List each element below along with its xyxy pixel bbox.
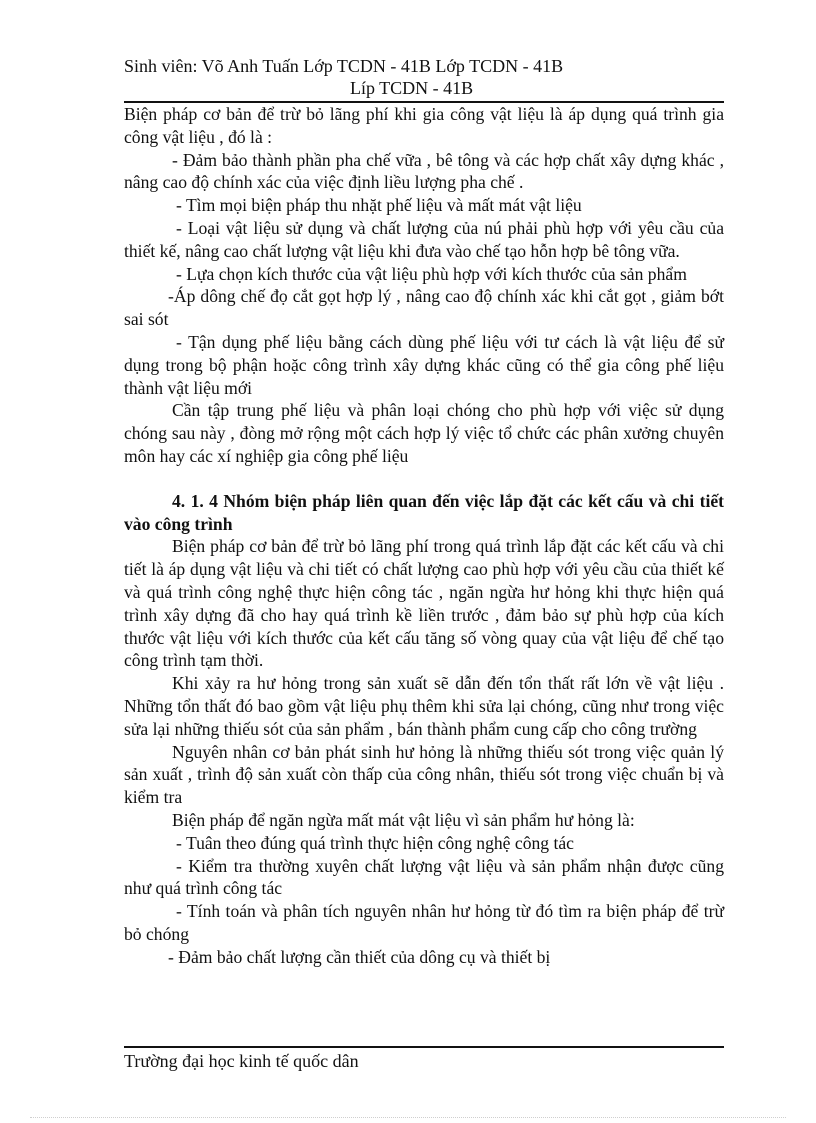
paragraph: Cần tập trung phế liệu và phân loại chóng cho phù hợp với việc sử dụng chóng sau này , đòng mở rộng một cách hợp lý việc tổ chức các phân xưởng chuyên môn hay các xí nghiệp gia công phế liệu: [124, 400, 724, 466]
paragraph: - Loại vật liệu sử dụng và chất lượng của nú phải phù hợp với yêu cầu của thiết kế, nâng cao chất lượng vật liệu khi đưa vào chế tạo hỗn hợp bê tông vữa.: [124, 217, 724, 261]
paragraph: - Tận dụng phế liệu bằng cách dùng phế liệu với tư cách là vật liệu để sử dụng trong bộ phận hoặc công trình xây dựng khác cũng có thể gia công phế liệu thành vật liệu mới: [124, 331, 724, 398]
paragraph: Biện pháp để ngăn ngừa mất mát vật liệu vì sản phẩm hư hỏng là:: [172, 809, 635, 830]
paragraph: Khi xảy ra hư hỏng trong sản xuất sẽ dẫn đến tổn thất rất lớn về vật liệu . Những tổn thất đó bao gồm vật liệu phụ thêm khi sửa lại chóng, cũng như trong việc sửa lại những thiếu sót của sản phẩm , bán thành phẩm cung cấp cho công trường: [124, 673, 724, 739]
header-line-2: Líp TCDN - 41B: [350, 78, 474, 98]
paragraph: -Áp dông chế đọ cắt gọt hợp lý , nâng cao độ chính xác khi cắt gọt , giảm bớt sai sót: [124, 286, 724, 330]
spacer: [124, 468, 724, 490]
paragraph: - Lựa chọn kích thước của vật liệu phù hợp với kích thước của sản phẩm: [176, 263, 687, 284]
page-edge: [30, 1117, 786, 1118]
paragraph: Biện pháp cơ bản để trừ bỏ lãng phí trong quá trình lắp đặt các kết cấu và chi tiết là áp dụng vật liệu và chi tiết có chất lượng cao phù hợp với yêu cầu của thiết kế và quá trình công nghệ thực hiện công tác , ngăn ngừa hư hỏng khi thực hiện quá trình xây dựng đã cho hay quá trình kề liền trước , đảm bảo sự phù hợp của kích thước vật liệu với kích thước của kết cấu tăng số vòng quay của vật liệu để chế tạo công trình tạm thời.: [124, 536, 724, 671]
paragraph: Biện pháp cơ bản để trừ bỏ lãng phí khi gia công vật liệu là áp dụng quá trình gia công vật liệu , đó là :: [124, 104, 724, 147]
document-body: [124, 103, 724, 968]
page-header: [124, 55, 724, 99]
section-heading: 4. 1. 4 Nhóm biện pháp liên quan đến việc lắp đặt các kết cấu và chi tiết vào công trình: [124, 490, 724, 534]
page-footer: Trường đại học kinh tế quốc dân: [124, 1051, 359, 1071]
paragraph: - Đảm bảo chất lượng cần thiết của dông cụ và thiết bị: [168, 946, 551, 967]
footer-divider: [124, 1046, 724, 1048]
paragraph: - Tuân theo đúng quá trình thực hiện công nghệ công tác: [176, 832, 574, 853]
paragraph: Nguyên nhân cơ bản phát sinh hư hỏng là những thiếu sót trong việc quản lý sản xuất , trình độ sản xuất còn thấp của công nhân, thiếu sót trong việc chuẩn bị và kiểm tra: [124, 741, 724, 808]
paragraph: - Đảm bảo thành phần pha chế vữa , bê tông và các hợp chất xây dựng khác , nâng cao độ chính xác của việc định liều lượng pha chế .: [124, 149, 724, 193]
header-line-1: Sinh viên: Võ Anh Tuấn Lớp TCDN - 41B Lớp TCDN - 41B: [124, 56, 564, 76]
paragraph: - Tìm mọi biện pháp thu nhặt phế liệu và mất mát vật liệu: [176, 195, 582, 216]
paragraph: - Tính toán và phân tích nguyên nhân hư hỏng từ đó tìm ra biện pháp để trừ bỏ chóng: [124, 901, 724, 944]
paragraph: - Kiểm tra thường xuyên chất lượng vật liệu và sản phẩm nhận được cũng như quá trình công tác: [124, 855, 724, 899]
